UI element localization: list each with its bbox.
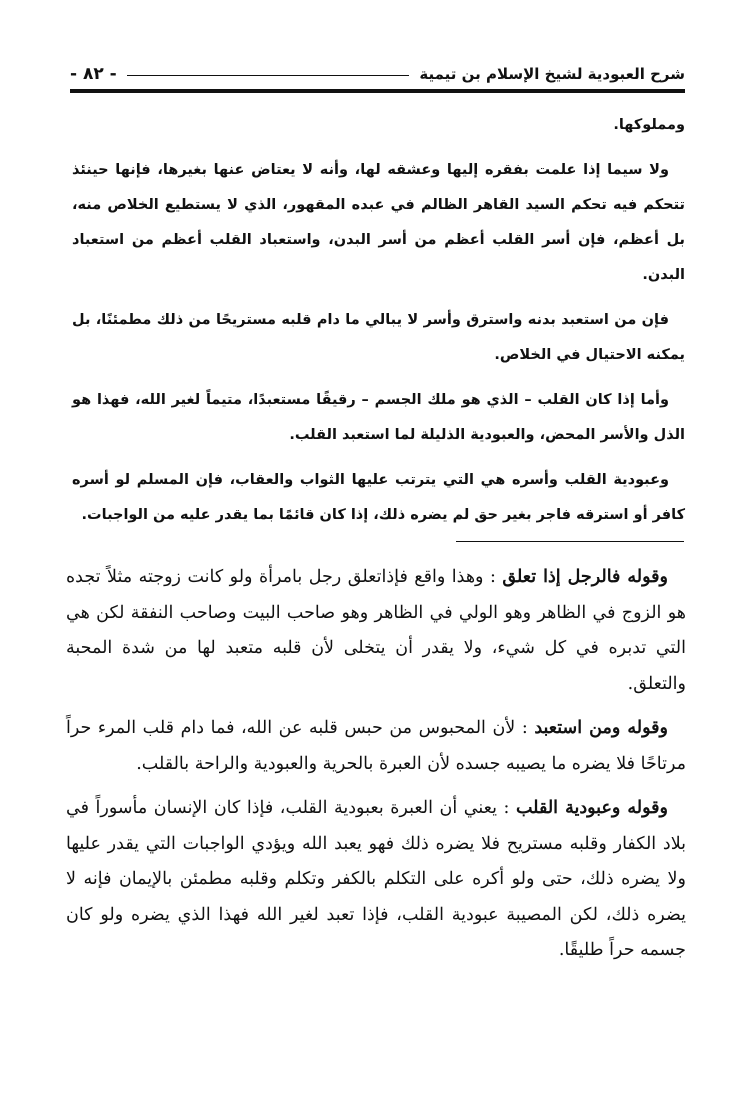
commentary-paragraph	[66, 711, 686, 782]
matn-paragraph: ولا سيما إذا علمت بفقره إليها وعشقه لها، وأنه لا يعتاض عنها بغيرها، فإنها حينئذ تتحكم فيه تحكم السيد القاهر الظالم في عبده المقهور، الذي لا يستطيع الخلاص منه، بل أعظم، فإن أسر القلب أعظم من أسر البدن، واستعباد القلب أعظم من استعباد البدن.	[72, 162, 685, 283]
header-leader-line	[127, 75, 410, 76]
commentary-text	[66, 560, 686, 978]
commentary-lead: وقوله فالرجل إذا تعلق	[502, 567, 668, 587]
matn-paragraph: فإن من استعبد بدنه واسترق وأسر لا يبالي ما دام قلبه مستريحًا من ذلك مطمئنًا، بل يمكنه الاحتيال في الخلاص.	[72, 312, 685, 363]
commentary-paragraph	[66, 791, 686, 969]
commentary-body: : يعني أن العبرة بعبودية القلب، فإذا كان الإنسان مأسوراً في بلاد الكفار وقلبه مستريح فلا يضره ذلك فهو يعبد الله ويؤدي الواجبات التي يقدر عليها ولا يضره ذلك، حتى ولو أكره على التكلم بالكفر وتكلم وقلبه مطمئن بالإيمان فإنه لا يضره ذلك، لكن المصيبة عبودية القلب، فإذا تعبد لغير الله فهذا الذي يضره ولو كان جسمه حراً طليقًا.	[66, 798, 686, 960]
matn-paragraph: ومملوكها.	[613, 117, 685, 133]
commentary-lead: وقوله وعبودية القلب	[515, 798, 668, 818]
page-number: - ٨٢ -	[70, 64, 117, 84]
commentary-body: : وهذا واقع فإذاتعلق رجل بامرأة ولو كانت زوجته مثلاً تجده هو الزوج في الظاهر وهو الولي في الظاهر وهو صاحب البيت وصاحب النفقة لكن هي التي تدبره في كل شيء، ولا يقدر أن يتخلى لأن قلبه متعبد لها من شدة المحبة والتعلق.	[66, 567, 686, 694]
header-rule	[70, 89, 685, 93]
matn-paragraph: وعبودية القلب وأسره هي التي يترتب عليها الثواب والعقاب، فإن المسلم لو أسره كافر أو استرقه فاجر بغير حق لم يضره ذلك، إذا كان قائمًا بما يقدر عليه من الواجبات.	[72, 472, 685, 523]
page-header	[70, 56, 685, 86]
commentary-paragraph	[66, 560, 686, 702]
commentary-body: : لأن المحبوس من حبس قلبه عن الله، فما دام قلب المرء حراً مرتاحًا فلا يضره ما يصيبه جسده لأن العبرة بالحرية والعبودية والراحة بالقلب.	[66, 718, 686, 774]
matn-paragraph: وأما إذا كان القلب – الذي هو ملك الجسم – رقيقًا مستعبدًا، متيماً لغير الله، فهذا هو الذل والأسر المحض، والعبودية الذليلة لما استعبد القلب.	[72, 392, 685, 443]
section-separator	[456, 541, 684, 542]
matn-text	[72, 108, 685, 543]
commentary-lead: وقوله ومن استعبد	[534, 718, 668, 738]
running-title: شرح العبودية لشيخ الإسلام بن تيمية	[419, 65, 685, 83]
